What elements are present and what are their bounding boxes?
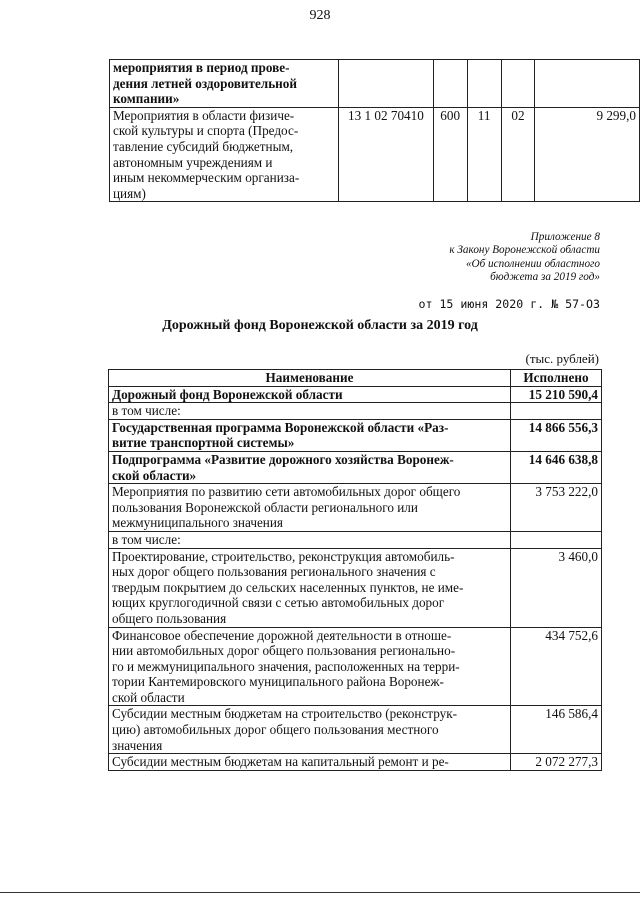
road-fund-table xyxy=(108,369,602,771)
row-name-line: нии автомобильных дорог общего пользования регионально- xyxy=(112,643,456,659)
table-row xyxy=(109,451,602,483)
row-value: 3 460,0 xyxy=(511,548,602,627)
row-name xyxy=(110,60,339,108)
table-row xyxy=(109,531,602,548)
row-value: 434 752,6 xyxy=(511,627,602,706)
row-name-line: межмуниципального значения xyxy=(112,515,283,531)
row-value xyxy=(511,531,602,548)
row-value: 15 210 590,4 xyxy=(511,386,602,403)
row-value xyxy=(511,403,602,420)
row-name-line: иным некоммерческим организа- xyxy=(113,170,300,186)
row-name-line: дения летней оздоровительной xyxy=(113,75,297,91)
row-name xyxy=(109,531,511,548)
page-bottom-rule xyxy=(0,892,640,893)
row-vr: 600 xyxy=(433,107,467,202)
row-name-line: витие транспортной системы» xyxy=(112,435,295,451)
units-label: (тыс. рублей) xyxy=(525,351,599,366)
table-row xyxy=(109,484,602,532)
row-sum: 9 299,0 xyxy=(535,107,640,202)
row-name-line: Субсидии местным бюджетам на строительство (реконструк- xyxy=(112,706,458,722)
page-number: 928 xyxy=(309,8,331,23)
table-row xyxy=(109,627,602,706)
row-name-line: Подпрограмма «Развитие дорожного хозяйства Воронеж- xyxy=(112,451,454,467)
table-row xyxy=(110,107,640,202)
budget-continuation-table xyxy=(109,59,640,202)
table-row xyxy=(109,419,602,451)
row-name-line: в том числе: xyxy=(112,403,181,419)
row-name-line: в том числе: xyxy=(112,531,181,547)
row-name-line: ющих круглогодичной связи с сетью автомобильных дорог xyxy=(112,595,445,611)
row-name-line: автономным учреждениям и xyxy=(113,154,273,170)
appendix-line: к Закону Воронежской области xyxy=(449,244,600,257)
row-name-line: Проектирование, строительство, реконструкция автомобиль- xyxy=(112,548,455,564)
row-name-line: пользования Воронежской области регионального или xyxy=(112,499,418,515)
row-code: 13 1 02 70410 xyxy=(339,107,434,202)
header-value: Исполнено xyxy=(511,370,602,387)
table-row xyxy=(109,548,602,627)
row-name-line: тории Кантемировского муниципального района Воронеж- xyxy=(112,674,444,690)
row-code xyxy=(339,60,434,108)
row-name-line: Дорожный фонд Воронежской области xyxy=(112,386,343,402)
row-name-line: компании» xyxy=(113,91,180,107)
header-name: Наименование xyxy=(109,370,511,387)
row-name-line: ных дорог общего пользования регионального значения с xyxy=(112,564,436,580)
table-row xyxy=(109,386,602,403)
row-name xyxy=(109,754,511,771)
row-value: 146 586,4 xyxy=(511,706,602,754)
law-date-stamp: от 15 июня 2020 г. № 57-ОЗ xyxy=(418,297,600,311)
appendix-line: Приложение 8 xyxy=(530,231,600,243)
table-row xyxy=(110,60,640,108)
row-name-line: Субсидии местным бюджетам на капитальный ремонт и ре- xyxy=(112,754,449,770)
row-sum xyxy=(535,60,640,108)
row-name-line: циям) xyxy=(113,185,146,201)
row-name-line: Мероприятия в области физиче- xyxy=(113,107,295,123)
row-vr xyxy=(433,60,467,108)
row-name-line: значения xyxy=(112,737,163,753)
row-value: 14 646 638,8 xyxy=(511,451,602,483)
row-name xyxy=(109,419,511,451)
row-name-line: Мероприятия по развитию сети автомобильных дорог общего xyxy=(112,484,461,500)
row-name xyxy=(110,107,339,202)
row-pr xyxy=(501,60,535,108)
appendix-line: «Об исполнении областного xyxy=(465,257,600,270)
row-pr: 02 xyxy=(501,107,535,202)
row-name-line: цию) автомобильных дорог общего пользования местного xyxy=(112,722,439,738)
row-name xyxy=(109,403,511,420)
row-name-line: тавление субсидий бюджетным, xyxy=(113,138,294,154)
table-header-row xyxy=(109,370,602,387)
row-name xyxy=(109,484,511,532)
table-row xyxy=(109,403,602,420)
row-name-line: Финансовое обеспечение дорожной деятельности в отноше- xyxy=(112,627,452,643)
appendix-note xyxy=(370,231,600,285)
row-name xyxy=(109,386,511,403)
row-value: 3 753 222,0 xyxy=(511,484,602,532)
row-name-line: ской культуры и спорта (Предос- xyxy=(113,123,299,139)
row-name-line: мероприятия в период прове- xyxy=(113,60,290,75)
row-name-line: го и межмуниципального значения, расположенных на терри- xyxy=(112,658,460,674)
row-value: 2 072 277,3 xyxy=(511,754,602,771)
row-name-line: общего пользования xyxy=(112,610,227,626)
row-name-line: ской области» xyxy=(112,467,197,483)
row-name xyxy=(109,706,511,754)
appendix-line: бюджета за 2019 год» xyxy=(490,271,600,284)
row-name-line: твердым покрытием до сельских населенных пунктов, не име- xyxy=(112,579,464,595)
row-rz xyxy=(467,60,501,108)
table-row xyxy=(109,754,602,771)
row-name xyxy=(109,627,511,706)
table-row xyxy=(109,706,602,754)
row-name xyxy=(109,548,511,627)
row-value: 14 866 556,3 xyxy=(511,419,602,451)
page-title: Дорожный фонд Воронежской области за 2019 год xyxy=(162,318,478,333)
row-name xyxy=(109,451,511,483)
row-name-line: Государственная программа Воронежской области «Раз- xyxy=(112,419,449,435)
row-name-line: ской области xyxy=(112,689,185,705)
row-rz: 11 xyxy=(467,107,501,202)
